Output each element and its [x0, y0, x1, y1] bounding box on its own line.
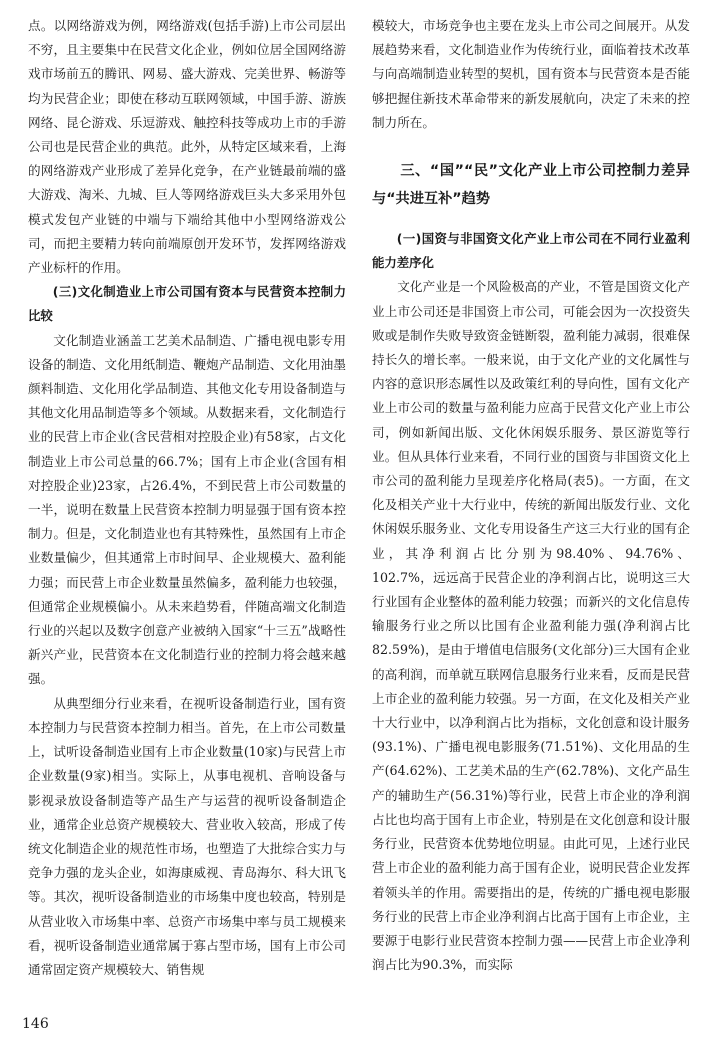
paragraph-trend: 模较大，市场竞争也主要在龙头上市公司之间展开。从发展趋势来看，文化制造业作为传统行业，面临着技术改革与向高端制造业转型的契机，国有资本与民营资本是否能够把握住新技术革命带来的新发展航向，决定了未来的控制力所在。 — [372, 18, 690, 130]
paragraph-audiovisual: 从典型细分行业来看，在视听设备制造行业，国有资本控制力与民营资本控制力相当。首先，在上市公司数量上，试听设备制造业国有上市企业数量(10家)与民营上市企业数量(9家)相当。实际上，从事电视机、音响设备与影视录放设备制造等产品生产与运营的视听设备制造企业，通常企业总资产规模较大、营业收入较高，形成了传统文化制造企业的规范性市场，也塑造了大批综合实力与竞争力强的龙头企业，如海康威视、青岛海尔、科大讯飞等。其次，视听设备制造业的市场集中度也较高，特别是从营业收入市场集中率、总资产市场集中率与员工规模来看，视听设备制造业通常属于寡占型市场，国有上市公司通常固定资产规模较大、销售规 — [28, 695, 346, 977]
right-column — [372, 14, 690, 977]
left-column — [28, 14, 346, 982]
paragraph-profitability: 文化产业是一个风险极高的产业，不管是国资文化产业上市公司还是非国资上市公司，可能会因为一次投资失败或是制作失败导致资金链断裂，盈利能力减弱，很难保持长久的增长率。一般来说，由于文化产业的文化属性与内容的意识形态属性以及政策红利的导向性，国有文化产业上市公司的数量与盈利能力应高于民营文化产业上市公司，例如新闻出版、文化休闲娱乐服务、景区游览等行业。但从具体行业来看，不同行业的国资与非国资文化上市公司的盈利能力呈现差序化格局(表5)。一方面，在文化及相关产业十大行业中，传统的新闻出版发行业、文化休闲娱乐服务业、文化专用设备生产这三大行业的国有企业，其净利润占比分别为98.40%、94.76%、102.7%，远远高于民营企业的净利润占比，说明这三大行业国有企业整体的盈利能力较强；而新兴的文化信息传输服务行业之所以比国有企业盈利能力强(净利润占比82.59%)，是由于增值电信服务(文化部分)三大国有企业的高利润，而单就互联网信息服务行业来看，反而是民营上市企业的盈利能力较强。另一方面，在文化及相关产业十大行业中，以净利润占比为指标，文化创意和设计服务(93.1%)、广播电视电影服务(71.51%)、文化用品的生产(64.62%)、工艺美术品的生产(62.78%)、文化产品生产的辅助生产(56.31%)等行业，民营上市企业的净利润占比也均高于国有上市企业，特别是在文化创意和设计服务行业，民营资本优势地位明显。由此可见，上述行业民营上市企业的盈利能力高于国有企业，说明民营企业发挥着领头羊的作用。需要指出的是，传统的广播电视电影服务行业的民营上市企业净利润占比高于国有上市企业，主要源于电影行业民营资本控制力强——民营上市企业净利润占比为90.3%，而实际 — [372, 279, 690, 973]
section-heading: 三、“国”“民”文化产业上市公司控制力差异与“共进互补”趋势 — [372, 163, 690, 208]
subheading-manufacturing: (三)文化制造业上市公司国有资本与民营资本控制力比较 — [28, 284, 346, 324]
subheading-profitability: (一)国资与非国资文化产业上市公司在不同行业盈利能力差序化 — [372, 231, 690, 271]
paragraph-manufacturing: 文化制造业涵盖工艺美术品制造、广播电视电影专用设备的制造、文化用纸制造、鞭炮产品制造、文化用油墨颜料制造、文化用化学品制造、其他文化专用设备制造与其他文化用品制造等多个领域。从数据来看，文化制造行业的民营上市企业(含民营相对控股企业)有58家，占文化制造业上市公司总量的66.7%；国有上市企业(含国有相对控股企业)23家，占26.4%，不到民营上市公司数量的一半，说明在数量上民营资本控制力明显强于国有资本控制力。但是，文化制造业也有其特殊性，虽然国有上市企业数量偏少，但其通常上市时间早、企业规模大、盈利能力强；而民营上市企业数量虽然偏多，盈利能力也较强，但通常企业规模偏小。从未来趋势看，伴随高端文化制造行业的兴起以及数字创意产业被纳入国家“十三五”战略性新兴产业，民营资本在文化制造行业的控制力将会越来越强。 — [28, 332, 346, 687]
page-number: 146 — [22, 1016, 49, 1032]
paragraph-online-games: 点。以网络游戏为例，网络游戏(包括手游)上市公司层出不穷，且主要集中在民营文化企业，例如位居全国网络游戏市场前五的腾讯、网易、盛大游戏、完美世界、畅游等均为民营企业；即使在移动互联网领域，中国手游、游族网络、昆仑游戏、乐逗游戏、触控科技等成功上市的手游公司也是民营企业的典范。此外，从特定区域来看，上海的网络游戏产业形成了差异化竞争，在产业链最前端的盛大游戏、淘米、九城、巨人等网络游戏巨头大多采用外包模式发包产业链的中端与下端给其他中小型网络游戏公司，而把主要精力转向前端原创开发环节，发挥网络游戏产业标杆的作用。 — [28, 18, 346, 276]
